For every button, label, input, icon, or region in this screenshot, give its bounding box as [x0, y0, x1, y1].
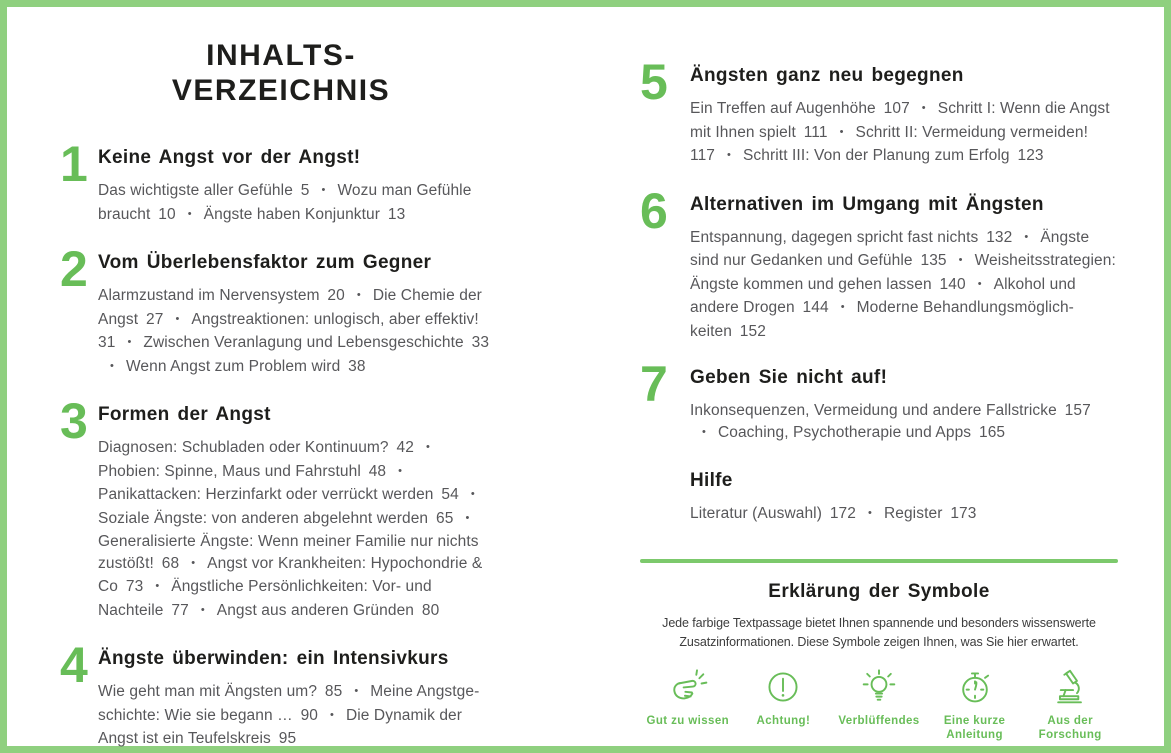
chapter-title: Ängste überwinden: ein Intensivkurs — [98, 648, 449, 669]
page-title-line2: VERZEICHNIS — [171, 74, 391, 107]
chapter-entries — [690, 503, 1118, 527]
bullet-separator: • — [175, 312, 180, 325]
symbol-label: Verblüffendes — [838, 714, 920, 727]
chapter-content — [98, 647, 502, 750]
toc-entry: Soziale Ängste: von anderen abgelehnt werden 65 — [98, 509, 454, 527]
chapter-number: 1 — [60, 136, 86, 192]
toc-entry: Ein Treffen auf Augenhöhe 107 — [690, 100, 910, 117]
toc-entry: Alarmzustand im Nervensystem 20 — [98, 287, 345, 304]
toc-entry: Phobien: Spinne, Maus und Fahrstuhl 48 — [98, 462, 387, 480]
bullet-separator: • — [840, 301, 845, 313]
toc-entry: Inkonsequenzen, Vermeidung und andere Fallstricke 157 — [690, 402, 1091, 419]
chapter-number: 5 — [640, 54, 666, 110]
bullet-separator: • — [921, 102, 926, 114]
stopwatch-icon — [954, 666, 996, 708]
symbol-label: Gut zu wissen — [646, 714, 730, 727]
toc-entry: Ängstliche Persönlichkeiten: Vor- und Nachteile 77 — [98, 578, 432, 619]
chapter-number: 7 — [640, 356, 666, 412]
toc-entry: Die Dynamik der Angst ist ein Teufelskreis 95 — [98, 706, 463, 747]
toc-entry: Ängste sind nur Gedanken und Gefühle 135 — [690, 228, 1090, 269]
toc-entry: Schritt I: Wenn die Angst mit Ihnen spielt 111 — [690, 100, 1110, 141]
bullet-separator: • — [839, 125, 844, 138]
chapter-3 — [60, 393, 502, 623]
exclamation-circle-icon — [762, 666, 804, 708]
bullet-separator: • — [330, 708, 334, 721]
bullet-separator: • — [868, 507, 872, 519]
toc-entry: Angst aus anderen Gründen 80 — [216, 601, 440, 619]
microscope-icon — [1049, 666, 1091, 708]
bullet-separator: • — [356, 289, 361, 301]
chapter-content — [690, 366, 1118, 445]
symbol-label: Aus der Forschung — [1038, 714, 1102, 741]
chapter-number: 6 — [640, 182, 666, 239]
toc-entry: Literatur (Auswahl) 172 — [690, 505, 856, 522]
lightbulb-icon — [858, 666, 900, 708]
symbol-item — [640, 666, 736, 728]
bullet-separator: • — [155, 580, 160, 592]
chapter-content — [690, 64, 1118, 169]
toc-entry: Schritt II: Vermeidung vermeiden! 117 — [690, 123, 1096, 164]
bullet-separator: • — [191, 556, 196, 569]
symbol-label: Achtung! — [756, 714, 811, 727]
bullet-separator: • — [470, 488, 475, 500]
toc-entry: Wozu man Gefühle braucht 10 — [98, 182, 472, 223]
chapter-entries — [98, 681, 502, 750]
green-divider — [640, 559, 1118, 563]
chapter-number: 2 — [60, 241, 86, 297]
chapter-7 — [640, 356, 1118, 445]
chapter-4 — [60, 637, 502, 750]
bullet-separator: • — [958, 254, 963, 266]
symbol-item — [1022, 666, 1118, 742]
bullet-separator: • — [187, 207, 192, 220]
chapter-title: Geben Sie nicht auf! — [690, 367, 888, 388]
chapter-title: Vom Überlebensfaktor zum Gegner — [98, 252, 432, 273]
chapter-content — [98, 251, 502, 379]
bullet-separator: • — [200, 603, 205, 616]
symbol-item — [927, 666, 1023, 742]
toc-entry: Die Chemie der Angst 27 — [98, 287, 482, 328]
chapter-entries — [690, 98, 1118, 169]
bullet-separator: • — [977, 277, 982, 290]
symbol-label: Eine kurze Anleitung — [943, 714, 1006, 741]
chapter-title: Keine Angst vor der Angst! — [98, 147, 361, 168]
bullet-separator: • — [354, 685, 359, 697]
chapter-content — [690, 469, 1118, 527]
symbols-description — [659, 614, 1099, 652]
toc-entry: Weisheitsstrategien: Ängste kommen und gehen lassen 140 — [690, 252, 1116, 293]
chapter-6 — [640, 182, 1118, 343]
symbol-row — [640, 666, 1118, 742]
toc-entry: Meine Angstgeschichte: Wie sie begann … 90 — [98, 683, 480, 724]
toc-entry: Register 173 — [883, 505, 977, 522]
chapter-2 — [60, 241, 502, 379]
chapter-number — [640, 466, 670, 527]
bullet-separator: • — [127, 336, 132, 348]
chapter-entries — [690, 400, 1118, 445]
chapter-content — [98, 403, 502, 623]
chapter-entries — [98, 437, 502, 623]
chapter-title: Formen der Angst — [98, 404, 271, 425]
symbols-description-line1: Jede farbige Textpassage bietet Ihnen spannende und besonders wissenswerte — [662, 615, 1096, 630]
chapter-entries — [98, 180, 502, 227]
chapter-content — [690, 193, 1118, 343]
toc-entry: Diagnosen: Schubladen oder Kontinuum? 42 — [98, 439, 414, 456]
symbol-item — [736, 666, 832, 728]
toc-entry: Angst vor Krankheiten: Hypochondrie & Co 73 — [98, 554, 483, 595]
chapter-5 — [640, 54, 1118, 169]
bullet-separator: • — [321, 184, 326, 196]
hand-snap-icon — [667, 666, 709, 708]
toc-entry: Wenn Angst zum Problem wird 38 — [125, 357, 366, 375]
toc-entry: Entspannung, dagegen spricht fast nichts 132 — [690, 228, 1013, 246]
right-column — [640, 54, 1118, 753]
bullet-separator: • — [465, 511, 470, 524]
left-column — [60, 38, 502, 753]
symbol-item — [831, 666, 927, 728]
bullet-separator: • — [1024, 230, 1029, 243]
left-chapter-list — [60, 136, 502, 750]
right-chapter-list — [640, 54, 1118, 527]
chapter-1 — [60, 136, 502, 227]
chapter-number: 3 — [60, 393, 86, 449]
chapter-title: Ängsten ganz neu begegnen — [690, 65, 964, 86]
bullet-separator: • — [425, 441, 430, 453]
symbols-title: Erklärung der Symbole — [768, 580, 990, 602]
bullet-separator: • — [727, 149, 731, 161]
toc-entry: Moderne Behandlungsmöglichkeiten 152 — [690, 299, 1074, 340]
chapter-content — [98, 146, 502, 227]
bullet-separator: • — [110, 359, 114, 372]
symbols-legend — [640, 559, 1118, 753]
page-title — [60, 38, 502, 108]
toc-entry: Panikattacken: Herzinfarkt oder verrückt werden 54 — [98, 486, 459, 503]
toc-entry: Coaching, Psychotherapie und Apps 165 — [717, 423, 1006, 441]
toc-entry: Ängste haben Konjunktur 13 — [203, 205, 406, 223]
chapter-title: Alternativen im Umgang mit Ängsten — [690, 193, 1044, 215]
bullet-separator: • — [398, 464, 403, 477]
toc-entry: Angstreaktionen: unlogisch, aber effektiv! 31 — [98, 310, 487, 351]
toc-entry: Generalisierte Ängste: Wenn meiner Familie nur nichts zustößt! 68 — [98, 533, 479, 572]
toc-entry: Wie geht man mit Ängsten um? 85 — [98, 683, 343, 700]
page-title-line1: INHALTS- — [206, 39, 356, 72]
chapter-entries — [690, 227, 1118, 343]
chapter-entries — [98, 285, 502, 379]
chapter-number: 4 — [60, 637, 86, 693]
toc-entry: Das wichtigste aller Gefühle 5 — [98, 182, 310, 199]
toc-entry: Schritt III: Von der Planung zum Erfolg 123 — [742, 147, 1044, 164]
toc-entry: Alkohol und andere Drogen 144 — [690, 275, 1076, 316]
section-hilfe — [640, 469, 1118, 527]
chapter-title: Hilfe — [690, 470, 733, 491]
bullet-separator: • — [702, 425, 706, 438]
toc-entry: Zwischen Veranlagung und Lebensgeschichte 33 — [143, 334, 490, 351]
symbols-description-line2: Zusatzinformationen. Diese Symbole zeigen Ihnen, was Sie hier erwartet. — [679, 634, 1079, 649]
